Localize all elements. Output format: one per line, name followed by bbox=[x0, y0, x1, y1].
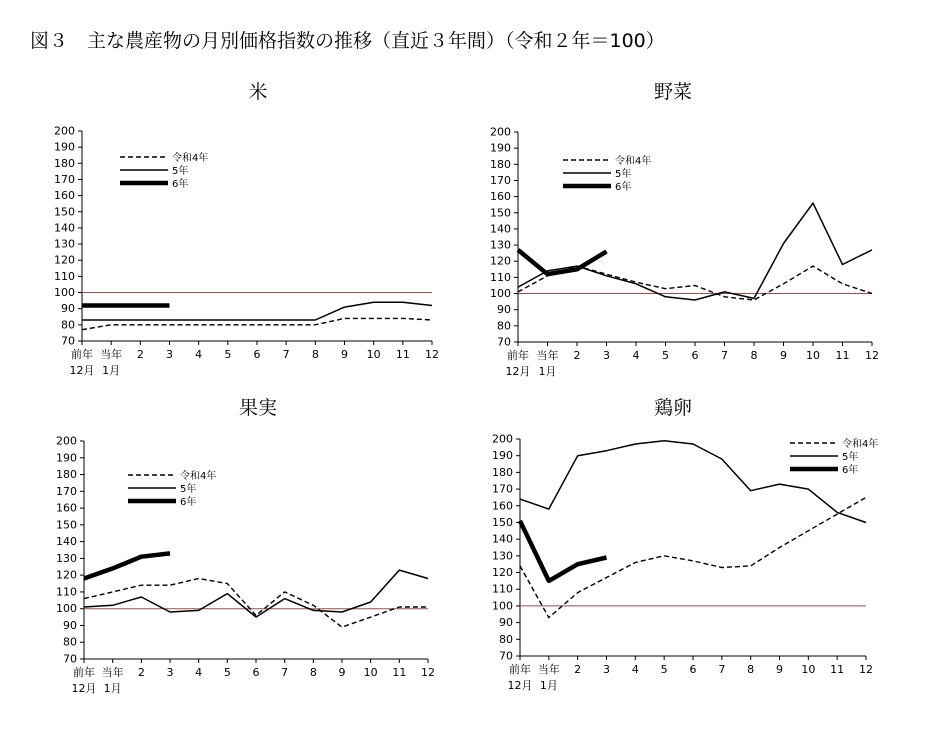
eggs-x-tick-sublabel: 1月 bbox=[539, 679, 558, 692]
eggs-x-tick-label: 11 bbox=[830, 663, 845, 676]
rice-y-tick-label: 130 bbox=[54, 237, 75, 251]
eggs-y-tick-label: 170 bbox=[492, 482, 513, 496]
fruit-x-tick-label: 当年 bbox=[101, 666, 124, 679]
rice-y-tick-label: 180 bbox=[54, 156, 75, 170]
fruit-x-tick-label: 3 bbox=[166, 666, 174, 679]
rice-x-tick-label: 4 bbox=[195, 348, 203, 361]
rice-y-tick-label: 70 bbox=[61, 334, 75, 348]
fruit-y-tick-label: 160 bbox=[56, 501, 77, 515]
eggs-y-tick-label: 110 bbox=[492, 582, 513, 596]
rice-legend-label: 5年 bbox=[172, 166, 189, 177]
rice-x-tick-label: 6 bbox=[253, 348, 261, 361]
eggs-y-tick-label: 120 bbox=[492, 566, 513, 580]
fruit-y-tick-label: 120 bbox=[56, 568, 77, 582]
vegetables-y-tick-label: 190 bbox=[490, 141, 511, 155]
figure-title: 図３ 主な農産物の月別価格指数の推移（直近３年間）（令和２年＝100） bbox=[30, 30, 665, 52]
eggs-x-tick-label: 12 bbox=[859, 663, 873, 676]
eggs-y-tick-label: 100 bbox=[492, 599, 513, 613]
vegetables-y-tick-label: 180 bbox=[490, 157, 511, 171]
fruit-x-tick-label: 7 bbox=[281, 666, 289, 679]
rice-y-tick-label: 80 bbox=[61, 318, 75, 332]
vegetables-x-tick-label: 7 bbox=[721, 349, 728, 362]
rice-y-tick-label: 150 bbox=[54, 205, 75, 219]
eggs-x-tick-label: 前年 bbox=[509, 663, 531, 676]
panel-title-fruit: 果実 bbox=[238, 397, 277, 419]
fruit-x-tick-label: 5 bbox=[223, 666, 231, 679]
eggs-series-r4-line bbox=[520, 497, 866, 617]
fruit-y-tick-label: 150 bbox=[56, 518, 77, 532]
vegetables-x-tick-label: 2 bbox=[573, 349, 581, 362]
rice-x-tick-label: 当年 bbox=[100, 348, 123, 361]
eggs-y-tick-label: 150 bbox=[492, 515, 513, 529]
eggs-x-tick-label: 当年 bbox=[537, 663, 560, 676]
vegetables-x-tick-label: 6 bbox=[691, 349, 699, 362]
rice-x-tick-label: 5 bbox=[224, 348, 232, 361]
fruit-legend-label: 6年 bbox=[180, 497, 197, 508]
vegetables-y-tick-label: 70 bbox=[497, 335, 511, 349]
eggs-y-tick-label: 190 bbox=[492, 449, 513, 463]
vegetables-x-tick-label: 前年 bbox=[507, 349, 529, 362]
fruit-x-tick-label: 11 bbox=[392, 666, 407, 679]
vegetables-x-tick-label: 5 bbox=[662, 349, 669, 362]
vegetables-y-tick-label: 150 bbox=[490, 206, 511, 220]
eggs-y-tick-label: 160 bbox=[492, 499, 513, 513]
vegetables-legend-label: 6年 bbox=[615, 182, 632, 193]
vegetables-y-tick-label: 140 bbox=[490, 222, 511, 236]
vegetables-x-tick-label: 当年 bbox=[536, 349, 559, 362]
vegetables-y-tick-label: 90 bbox=[497, 303, 511, 317]
eggs-series-r5-line bbox=[520, 441, 866, 523]
fruit-y-tick-label: 200 bbox=[56, 434, 77, 448]
vegetables-y-tick-label: 80 bbox=[497, 319, 511, 333]
fruit-y-tick-label: 180 bbox=[56, 468, 77, 482]
eggs-y-tick-label: 200 bbox=[492, 432, 513, 446]
eggs-x-tick-label: 6 bbox=[689, 663, 697, 676]
panel-title-rice: 米 bbox=[248, 81, 268, 103]
fruit-y-tick-label: 100 bbox=[56, 602, 77, 616]
rice-y-tick-label: 140 bbox=[54, 221, 75, 235]
rice-x-tick-label: 11 bbox=[395, 348, 410, 361]
vegetables-legend-label: 令和4年 bbox=[615, 156, 652, 167]
vegetables-y-tick-label: 170 bbox=[490, 173, 511, 187]
rice-y-tick-label: 170 bbox=[54, 172, 75, 186]
eggs-x-tick-sublabel: 12月 bbox=[507, 679, 533, 692]
rice-y-tick-label: 190 bbox=[54, 140, 75, 154]
fruit-y-tick-label: 70 bbox=[63, 652, 77, 666]
vegetables-y-tick-label: 120 bbox=[490, 254, 511, 268]
rice-x-tick-sublabel: 1月 bbox=[102, 364, 121, 377]
rice-x-tick-label: 12 bbox=[425, 348, 439, 361]
eggs-y-tick-label: 140 bbox=[492, 532, 513, 546]
rice-y-tick-label: 120 bbox=[54, 253, 75, 267]
fruit-x-tick-label: 8 bbox=[309, 666, 317, 679]
rice-y-tick-label: 100 bbox=[54, 286, 75, 300]
eggs-x-tick-label: 7 bbox=[718, 663, 726, 676]
vegetables-y-tick-label: 130 bbox=[490, 238, 511, 252]
vegetables-x-tick-sublabel: 1月 bbox=[538, 365, 557, 378]
rice-x-tick-label: 9 bbox=[341, 348, 348, 361]
vegetables-y-tick-label: 110 bbox=[490, 270, 511, 284]
fruit-y-tick-label: 130 bbox=[56, 551, 77, 565]
eggs-y-tick-label: 70 bbox=[499, 649, 513, 663]
rice-x-tick-label: 8 bbox=[311, 348, 319, 361]
fruit-x-tick-label: 2 bbox=[137, 666, 145, 679]
eggs-legend-label: 5年 bbox=[842, 452, 859, 463]
fruit-legend-label: 5年 bbox=[180, 484, 197, 495]
fruit-y-tick-label: 190 bbox=[56, 451, 77, 465]
fruit-y-tick-label: 170 bbox=[56, 484, 77, 498]
rice-y-tick-label: 200 bbox=[54, 124, 75, 138]
fruit-y-tick-label: 80 bbox=[63, 635, 77, 649]
eggs-y-tick-label: 130 bbox=[492, 549, 513, 563]
panel-title-eggs: 鶏卵 bbox=[653, 397, 692, 419]
fruit-x-tick-label: 9 bbox=[338, 666, 346, 679]
vegetables-x-tick-label: 9 bbox=[780, 349, 787, 362]
panel-title-vegetables: 野菜 bbox=[653, 81, 692, 103]
vegetables-x-tick-label: 3 bbox=[603, 349, 610, 362]
eggs-x-tick-label: 9 bbox=[776, 663, 783, 676]
fruit-x-tick-label: 12 bbox=[421, 666, 435, 679]
eggs-y-tick-label: 80 bbox=[499, 632, 513, 646]
rice-x-tick-label: 10 bbox=[366, 348, 381, 361]
fruit-series-r5-line bbox=[84, 570, 428, 617]
vegetables-x-tick-label: 11 bbox=[835, 349, 850, 362]
vegetables-y-tick-label: 200 bbox=[490, 125, 511, 139]
fruit-x-tick-sublabel: 12月 bbox=[71, 682, 97, 695]
eggs-x-tick-label: 3 bbox=[603, 663, 610, 676]
fruit-x-tick-label: 10 bbox=[363, 666, 378, 679]
eggs-legend-label: 6年 bbox=[842, 465, 859, 476]
eggs-x-tick-label: 4 bbox=[631, 663, 639, 676]
fruit-y-tick-label: 90 bbox=[63, 618, 77, 632]
fruit-x-tick-label: 6 bbox=[252, 666, 260, 679]
vegetables-x-tick-label: 8 bbox=[750, 349, 758, 362]
eggs-x-tick-label: 10 bbox=[801, 663, 816, 676]
rice-x-tick-label: 2 bbox=[136, 348, 144, 361]
rice-legend-label: 6年 bbox=[172, 179, 189, 190]
fruit-y-tick-label: 140 bbox=[56, 535, 77, 549]
vegetables-y-tick-label: 100 bbox=[490, 287, 511, 301]
eggs-x-tick-label: 5 bbox=[660, 663, 668, 676]
vegetables-x-tick-sublabel: 12月 bbox=[505, 365, 531, 378]
vegetables-x-tick-label: 4 bbox=[632, 349, 640, 362]
rice-legend-label: 令和4年 bbox=[172, 153, 209, 164]
eggs-y-tick-label: 90 bbox=[499, 616, 513, 630]
rice-y-tick-label: 110 bbox=[54, 269, 75, 283]
vegetables-y-tick-label: 160 bbox=[490, 190, 511, 204]
rice-x-tick-sublabel: 12月 bbox=[69, 364, 95, 377]
eggs-x-tick-label: 2 bbox=[574, 663, 582, 676]
vegetables-x-tick-label: 12 bbox=[865, 349, 879, 362]
vegetables-legend-label: 5年 bbox=[615, 169, 632, 180]
fruit-series-r6-line bbox=[84, 553, 170, 578]
fruit-x-tick-label: 前年 bbox=[73, 666, 95, 679]
fruit-x-tick-label: 4 bbox=[195, 666, 203, 679]
fruit-series-r4-line bbox=[84, 579, 428, 628]
eggs-series-r6-line bbox=[520, 521, 607, 581]
eggs-x-tick-label: 8 bbox=[747, 663, 755, 676]
rice-x-tick-label: 前年 bbox=[71, 348, 93, 361]
eggs-legend-label: 令和4年 bbox=[842, 439, 879, 450]
fruit-legend-label: 令和4年 bbox=[180, 471, 217, 482]
rice-x-tick-label: 7 bbox=[282, 348, 290, 361]
vegetables-x-tick-label: 10 bbox=[806, 349, 820, 362]
fruit-x-tick-sublabel: 1月 bbox=[103, 682, 122, 695]
eggs-y-tick-label: 180 bbox=[492, 465, 513, 479]
rice-x-tick-label: 3 bbox=[166, 348, 173, 361]
fruit-y-tick-label: 110 bbox=[56, 585, 77, 599]
rice-y-tick-label: 90 bbox=[61, 302, 75, 316]
rice-y-tick-label: 160 bbox=[54, 189, 75, 203]
